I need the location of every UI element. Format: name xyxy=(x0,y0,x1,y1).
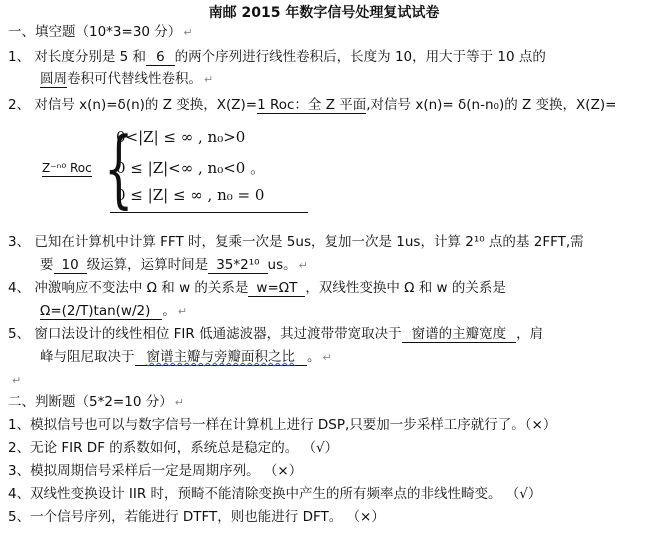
q4-end: 。 xyxy=(162,303,176,319)
q1-line1 xyxy=(8,48,546,66)
section2-heading-text: 二、判断题（5*2=10 分） xyxy=(8,394,173,410)
return-mark-icon: ↵ xyxy=(183,26,193,39)
q2-zlabel-text: Z⁻ⁿ⁰ Roc xyxy=(42,161,92,175)
section1-heading xyxy=(8,23,193,42)
return-mark-icon: ↵ xyxy=(174,396,184,409)
q5-answer-sidelobe: 窗谱主瓣与旁瓣面积之比 xyxy=(135,350,308,366)
q1-answer-blank: 6 xyxy=(146,50,175,66)
page-title: 南邮 2015 年数字信号处理复试试卷 xyxy=(208,5,440,21)
q5-answer-transition: 窗谱的主瓣宽度 xyxy=(402,327,517,343)
q4-answer-bilinear: Ω=(2/T)tan(w/2) xyxy=(40,304,162,320)
q1-suffix: 的两个序列进行线性卷积后，长度为 10，用大于等于 10 点的 xyxy=(174,49,546,65)
return-mark-icon: ↵ xyxy=(204,73,214,86)
blank-paragraph xyxy=(10,371,21,390)
q1-line2-text: 卷积可代替线性卷积。 xyxy=(67,71,202,87)
judge-item-1: 1、模拟信号也可以与数字信号一样在计算机上进行 DSP,只要加一步采样工序就行了。（×） xyxy=(8,417,557,433)
q2-case-1: 0<|Z| ≤ ∞ , n₀>0 xyxy=(116,128,246,146)
q5-line2 xyxy=(40,348,332,367)
q3-answer-stages: 10 xyxy=(54,258,87,274)
judge-item-3: 3、模拟周期信号采样后一定是周期序列。 （×） xyxy=(8,463,303,479)
return-mark-icon: ↵ xyxy=(177,305,188,318)
q1-answer-circular: 圆周 xyxy=(40,71,67,87)
q3-answer-time: 35*2¹⁰ xyxy=(208,258,267,274)
q4-mid: ，双线性变换中 Ω 和 w 的关系是 xyxy=(305,280,506,296)
q2-roc-cases xyxy=(104,119,309,217)
left-brace-icon: { xyxy=(104,119,134,217)
q5-end1: ，肩 xyxy=(516,326,544,342)
q4-line2 xyxy=(40,302,187,321)
judge-item-2: 2、无论 FIR DF 的系数如何，系统总是稳定的。 （√） xyxy=(8,440,339,456)
q3-text-a: 要 xyxy=(40,257,54,273)
q2-cases-underline xyxy=(110,212,308,213)
q3-text-c: us。 xyxy=(267,257,297,273)
q5-end2: 。 xyxy=(307,349,321,365)
q2-answer-blank: 1 Roc：全 Z 平面 xyxy=(257,97,367,113)
judge-item-4: 4、双线性变换设计 IIR 时，预畸不能清除变换中产生的所有频率点的非线性畸变。 （√） xyxy=(8,486,542,502)
q1-line2 xyxy=(40,70,213,89)
q4-line1 xyxy=(8,279,506,297)
section1-heading-text: 一、填空题（10*3=30 分） xyxy=(8,24,182,40)
q3-text-b: 级运算，运算时间是 xyxy=(86,257,209,273)
q4-answer-impulse: w=ΩT xyxy=(248,281,305,297)
q2-line1 xyxy=(8,96,616,114)
return-mark-icon: ↵ xyxy=(322,351,332,364)
return-mark-icon: ↵ xyxy=(12,374,22,387)
section2-heading xyxy=(8,393,184,412)
q1-prefix: 1、 对长度分别是 5 和 xyxy=(8,49,147,65)
q2-suffix: ,对信号 x(n)= δ(n-n₀)的 Z 变换，X(Z)= xyxy=(366,97,617,113)
q5-prefix: 5、 窗口法设计的线性相位 FIR 低通滤波器，其过渡带带宽取决于 xyxy=(8,326,402,342)
q2-case-2: 0 ≤ |Z|<∞ , n₀<0 。 xyxy=(116,159,266,177)
q5-text-a: 峰与阻尼取决于 xyxy=(40,349,135,365)
q2-case-3: 0 ≤ |Z| ≤ ∞ , n₀ = 0 xyxy=(116,186,265,204)
judge-item-5: 5、一个信号序列，若能进行 DTFT，则也能进行 DFT。 （×） xyxy=(8,509,385,525)
q3-line1: 3、 已知在计算机中计算 FFT 时，复乘一次是 5us，复加一次是 1us，计算 2¹⁰ 点的基 2FFT,需 xyxy=(8,234,584,250)
q3-line2 xyxy=(40,256,308,275)
q5-line1 xyxy=(8,325,543,343)
q4-prefix: 4、 冲激响应不变法中 Ω 和 w 的关系是 xyxy=(8,280,249,296)
q2-z-roc-label xyxy=(42,161,92,177)
q2-prefix: 2、 对信号 x(n)=δ(n)的 Z 变换，X(Z)= xyxy=(8,97,258,113)
return-mark-icon: ↵ xyxy=(298,259,308,272)
